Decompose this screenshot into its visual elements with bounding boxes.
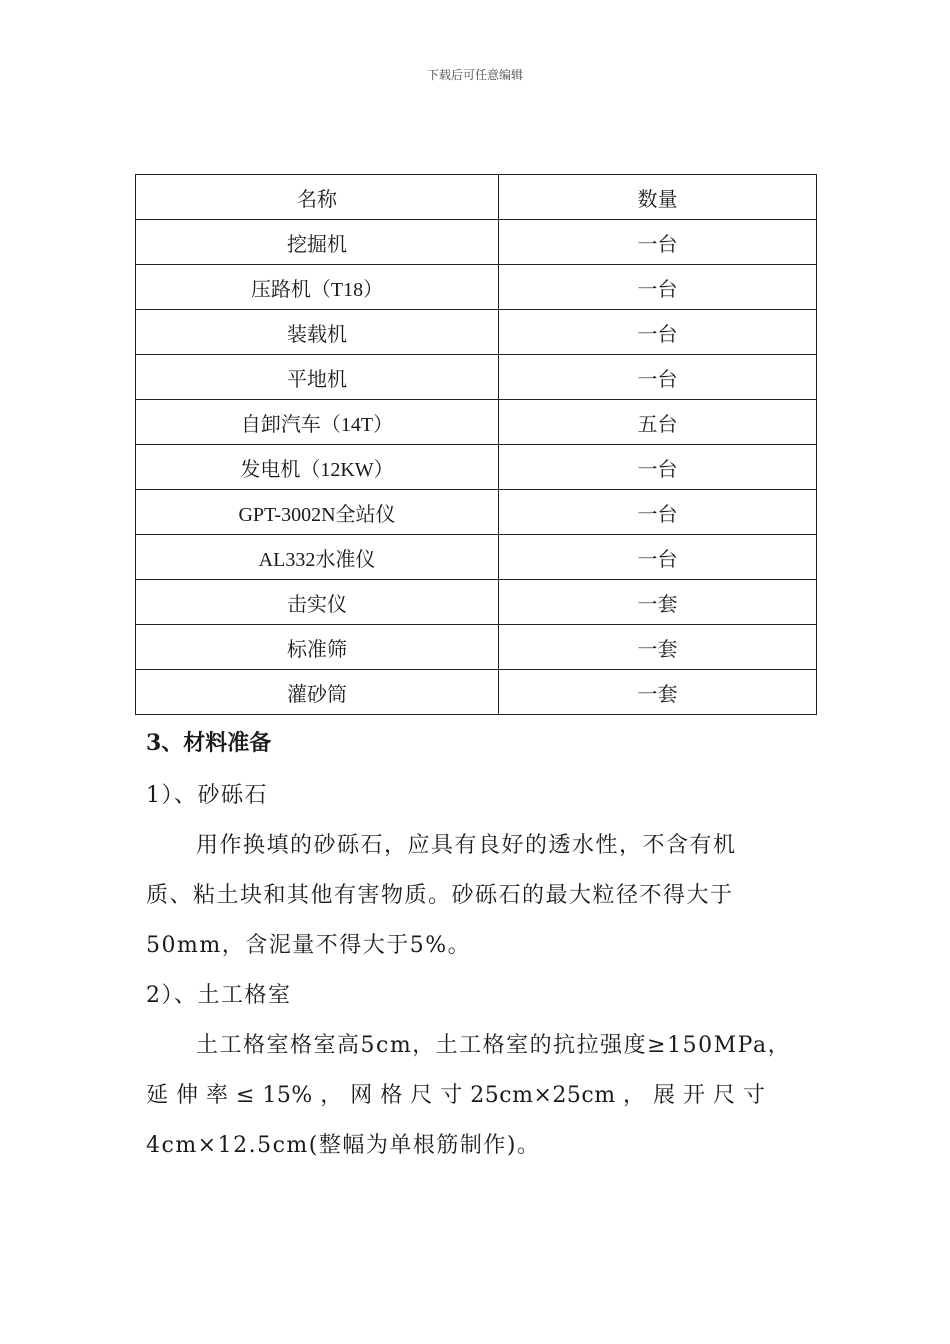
section-heading: 3、材料准备 (146, 730, 272, 756)
equipment-quantity: 一台 (499, 220, 817, 265)
equipment-name: AL332水准仪 (136, 535, 499, 580)
table-row (136, 580, 817, 625)
table-header-row (136, 175, 817, 220)
equipment-name: 自卸汽车（14T） (136, 400, 499, 445)
equipment-quantity: 一台 (499, 535, 817, 580)
equipment-name: 发电机（12KW） (136, 445, 499, 490)
equipment-name: GPT-3002N全站仪 (136, 490, 499, 535)
table-row (136, 445, 817, 490)
paragraph-line: 用作换填的砂砾石，应具有良好的透水性，不含有机 (196, 833, 737, 858)
subsection-heading-gravel: 1）、砂砾石 (146, 783, 268, 808)
table-row (136, 535, 817, 580)
table-row (136, 490, 817, 535)
equipment-quantity: 一台 (499, 310, 817, 355)
equipment-quantity: 一台 (499, 445, 817, 490)
page-header: 下载后可任意编辑 (426, 68, 523, 82)
equipment-quantity: 一套 (499, 625, 817, 670)
subsection-heading-geocell: 2）、土工格室 (146, 983, 292, 1008)
paragraph-line: 土工格室格室高5cm，土工格室的抗拉强度≥150MPa， (196, 1033, 792, 1058)
equipment-quantity: 一台 (499, 355, 817, 400)
paragraph-line: 延 伸 率 ≤ 15% ， 网 格 尺 寸 25cm×25cm ， 展 开 尺 寸 (146, 1083, 766, 1108)
column-header-quantity: 数量 (499, 175, 817, 220)
equipment-quantity: 一台 (499, 490, 817, 535)
paragraph-line: 4cm×12.5cm(整幅为单根筋制作)。 (146, 1133, 541, 1158)
table-row (136, 265, 817, 310)
equipment-name: 标准筛 (136, 625, 499, 670)
equipment-quantity: 一套 (499, 670, 817, 715)
column-header-name: 名称 (136, 175, 499, 220)
equipment-name: 挖掘机 (136, 220, 499, 265)
table-row (136, 400, 817, 445)
equipment-name: 压路机（T18） (136, 265, 499, 310)
table-row (136, 625, 817, 670)
equipment-quantity: 一套 (499, 580, 817, 625)
table-row (136, 220, 817, 265)
paragraph-line: 50mm，含泥量不得大于5%。 (146, 933, 472, 958)
table-row (136, 310, 817, 355)
equipment-quantity: 五台 (499, 400, 817, 445)
equipment-name: 灌砂筒 (136, 670, 499, 715)
equipment-name: 装载机 (136, 310, 499, 355)
equipment-name: 击实仪 (136, 580, 499, 625)
equipment-table (135, 174, 817, 715)
table-row (136, 670, 817, 715)
equipment-name: 平地机 (136, 355, 499, 400)
equipment-quantity: 一台 (499, 265, 817, 310)
paragraph-line: 质、粘土块和其他有害物质。砂砾石的最大粒径不得大于 (146, 883, 734, 908)
table-row (136, 355, 817, 400)
